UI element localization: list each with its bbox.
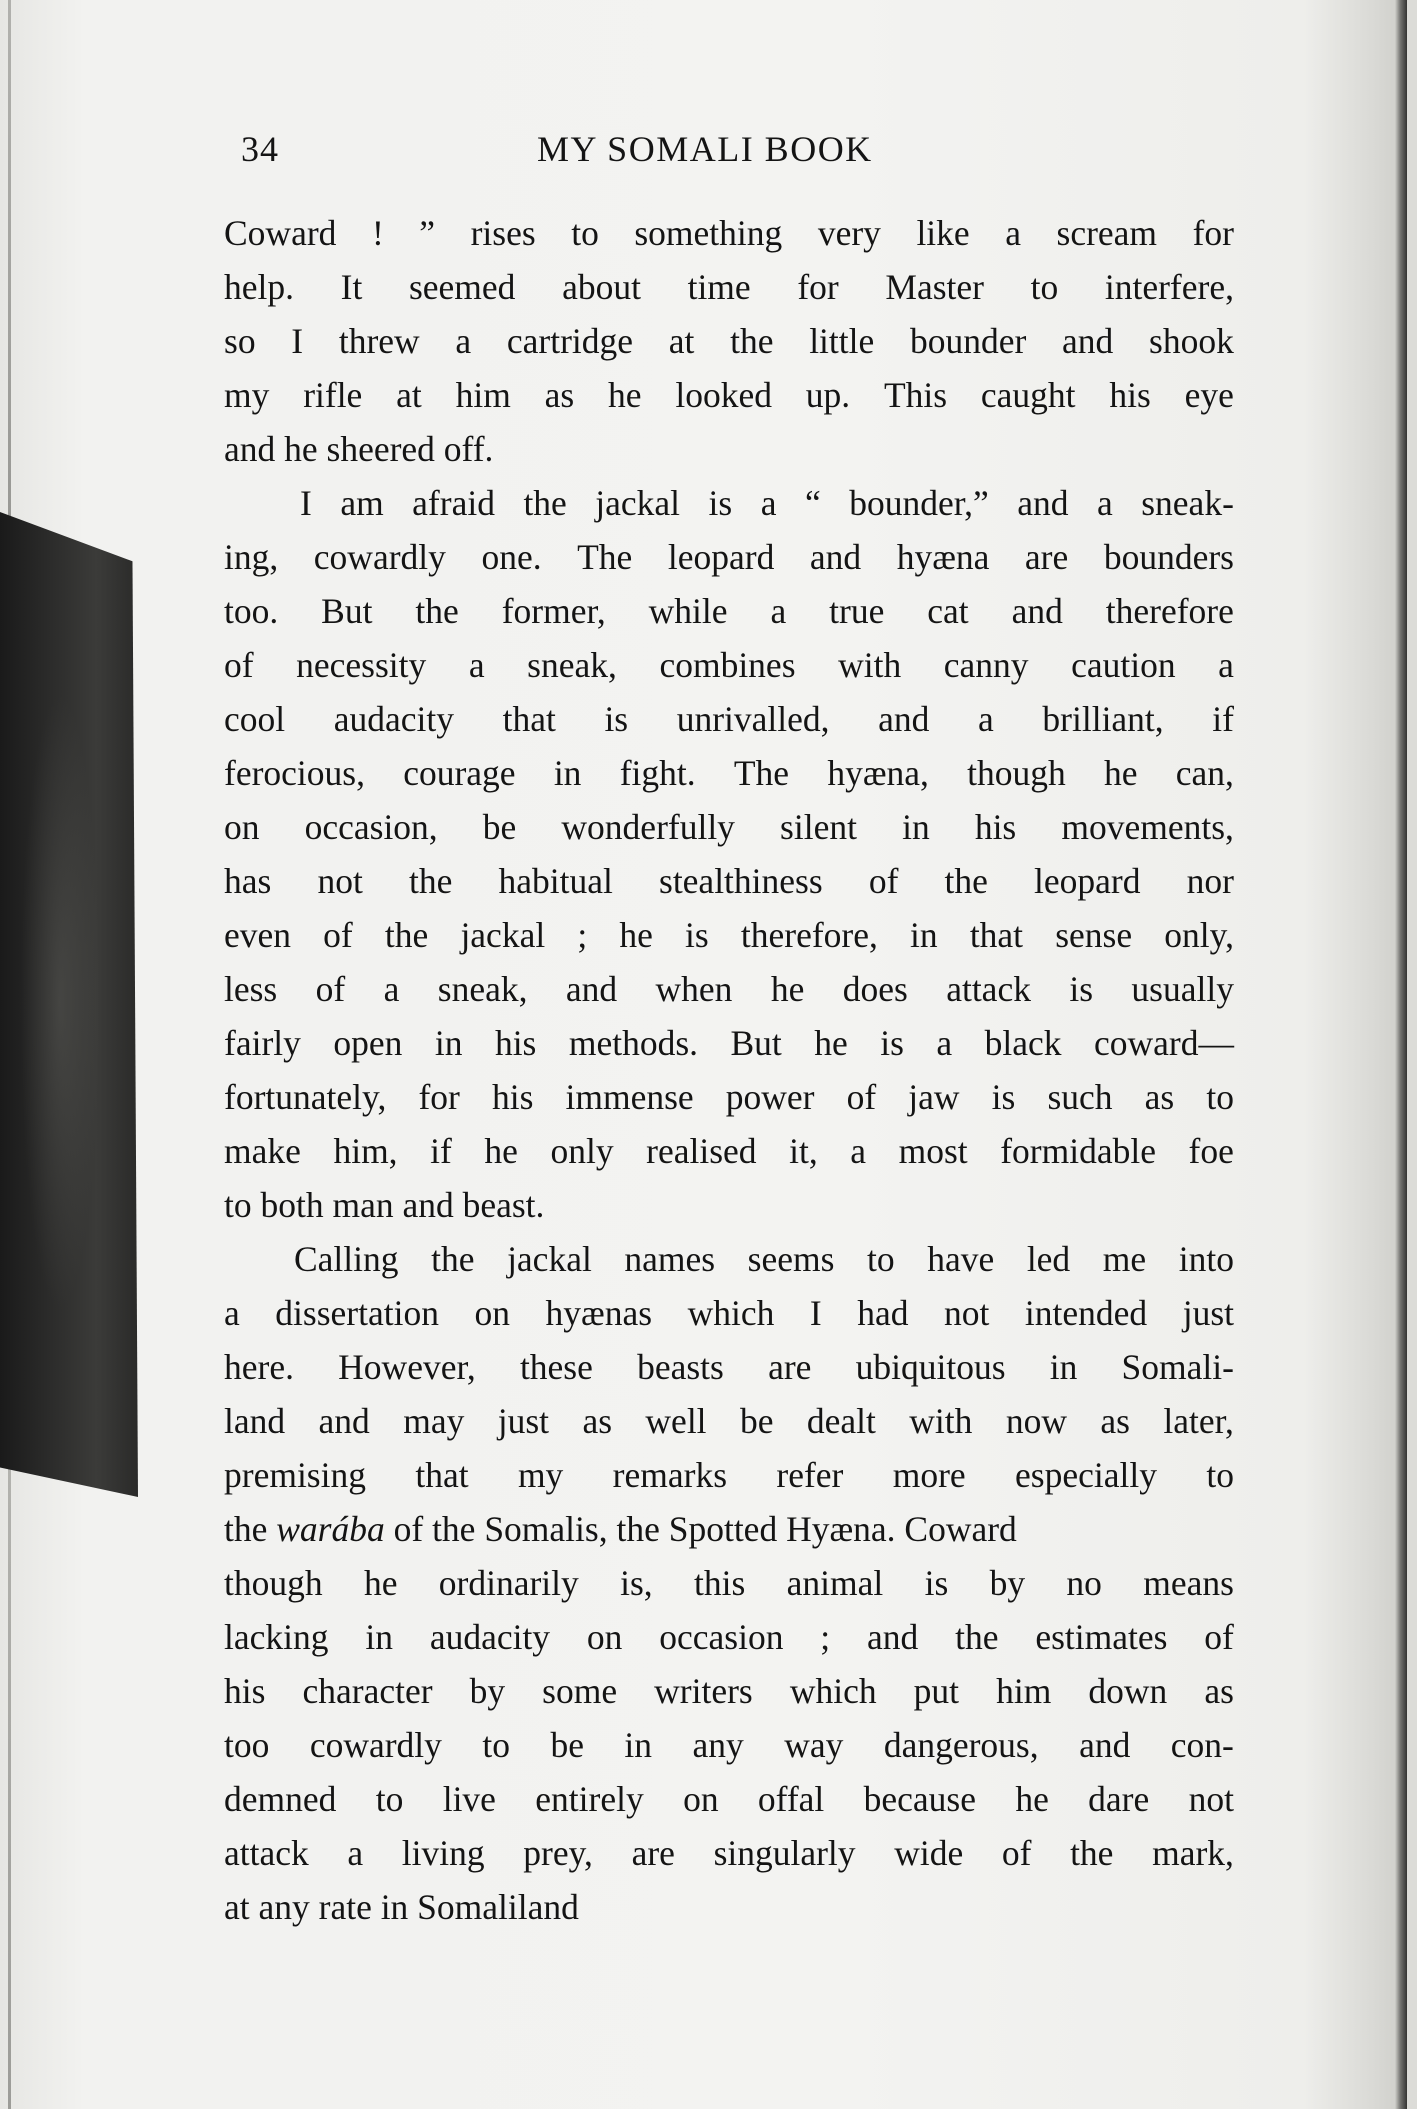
paragraph-first-line: Calling the jackal names seems to have led me into: [294, 1239, 1234, 1279]
body-text: [224, 206, 1234, 1934]
text-line: though he ordinarily is, this animal is by no means: [224, 1563, 1234, 1603]
text-line: at any rate in Somaliland: [224, 1887, 579, 1927]
dark-bookmark-tab: [0, 512, 138, 1497]
text-line: too cowardly to be in any way dangerous, and con-: [224, 1725, 1234, 1765]
text-line: to both man and beast.: [224, 1185, 545, 1225]
text-line: his character by some writers which put him down as: [224, 1671, 1234, 1711]
text-line: so I threw a cartridge at the little bounder and shook: [224, 321, 1234, 361]
text-line-with-italic: [224, 1502, 1234, 1556]
text-line: and he sheered off.: [224, 429, 494, 469]
page-header: [241, 128, 941, 188]
text-line: fairly open in his methods. But he is a black coward—: [224, 1023, 1234, 1063]
italic-word: warába: [276, 1509, 385, 1549]
text-line: ing, cowardly one. The leopard and hyæna are bounders: [224, 537, 1234, 577]
text-fragment: of the Somalis, the Spotted Hyæna. Coward: [393, 1509, 1017, 1549]
text-line: make him, if he only realised it, a most formidable foe: [224, 1131, 1234, 1171]
text-line: my rifle at him as he looked up. This caught his eye: [224, 375, 1234, 415]
text-line: here. However, these beasts are ubiquitous in Somali-: [224, 1347, 1234, 1387]
page-number: 34: [241, 129, 279, 169]
text-line: even of the jackal ; he is therefore, in that sense only,: [224, 915, 1234, 955]
text-fragment: the: [224, 1509, 268, 1549]
text-line: demned to live entirely on offal because he dare not: [224, 1779, 1234, 1819]
text-line: fortunately, for his immense power of jaw is such as to: [224, 1077, 1234, 1117]
page-edge: [1407, 0, 1417, 2109]
paragraph-first-line: I am afraid the jackal is a “ bounder,” and a sneak-: [300, 483, 1234, 523]
text-line: land and may just as well be dealt with now as later,: [224, 1401, 1234, 1441]
book-spine-shadow: [1395, 0, 1407, 2109]
text-line: less of a sneak, and when he does attack is usually: [224, 969, 1234, 1009]
text-line: of necessity a sneak, combines with canny caution a: [224, 645, 1234, 685]
text-line: cool audacity that is unrivalled, and a brilliant, if: [224, 699, 1234, 739]
text-line: Coward ! ” rises to something very like a scream for: [224, 213, 1234, 253]
text-line: premising that my remarks refer more especially to: [224, 1455, 1234, 1495]
text-line: too. But the former, while a true cat and therefore: [224, 591, 1234, 631]
text-line: a dissertation on hyænas which I had not intended just: [224, 1293, 1234, 1333]
running-head: MY SOMALI BOOK: [537, 129, 873, 169]
text-line: ferocious, courage in fight. The hyæna, though he can,: [224, 753, 1234, 793]
text-line: has not the habitual stealthiness of the leopard nor: [224, 861, 1234, 901]
text-line: attack a living prey, are singularly wide of the mark,: [224, 1833, 1234, 1873]
text-line: lacking in audacity on occasion ; and the estimates of: [224, 1617, 1234, 1657]
text-line: on occasion, be wonderfully silent in his movements,: [224, 807, 1234, 847]
text-line: help. It seemed about time for Master to interfere,: [224, 267, 1234, 307]
